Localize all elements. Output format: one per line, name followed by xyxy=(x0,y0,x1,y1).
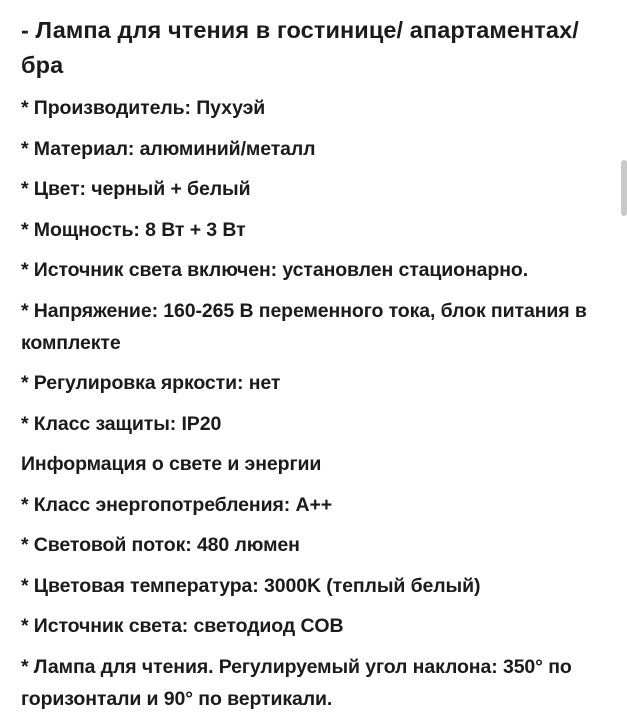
spec-manufacturer: * Производитель: Пухуэй xyxy=(21,97,266,119)
spec-color: * Цвет: черный + белый xyxy=(21,178,251,200)
spec-power: * Мощность: 8 Вт + 3 Вт xyxy=(21,218,246,241)
spec-voltage: * Напряжение: 160-265 В переменного тока, блок питания в комплекте xyxy=(21,299,587,354)
product-title: - Лампа для чтения в гостинице/ апартаментах/бра xyxy=(21,17,579,78)
section-heading-light-energy: Информация о свете и энергии xyxy=(21,453,322,475)
product-description xyxy=(21,0,611,715)
spec-luminous-flux: * Световой поток: 480 люмен xyxy=(21,534,300,556)
spec-energy-class: * Класс энергопотребления: A++ xyxy=(21,493,333,516)
spec-protection-class: * Класс защиты: IP20 xyxy=(21,412,222,435)
spec-light-source: * Источник света: светодиод COB xyxy=(21,615,344,637)
spec-reading-lamp-angle: * Лампа для чтения. Регулируемый угол наклона: 350° по горизонтали и 90° по вертикали. xyxy=(21,655,572,710)
spec-list xyxy=(21,92,611,715)
scrollbar-thumb[interactable] xyxy=(621,160,627,216)
spec-color-temperature: * Цветовая температура: 3000K (теплый белый) xyxy=(21,574,481,597)
spec-material: * Материал: алюминий/металл xyxy=(21,137,316,160)
spec-light-source-included: * Источник света включен: установлен стационарно. xyxy=(21,259,529,281)
spec-dimming: * Регулировка яркости: нет xyxy=(21,372,281,394)
